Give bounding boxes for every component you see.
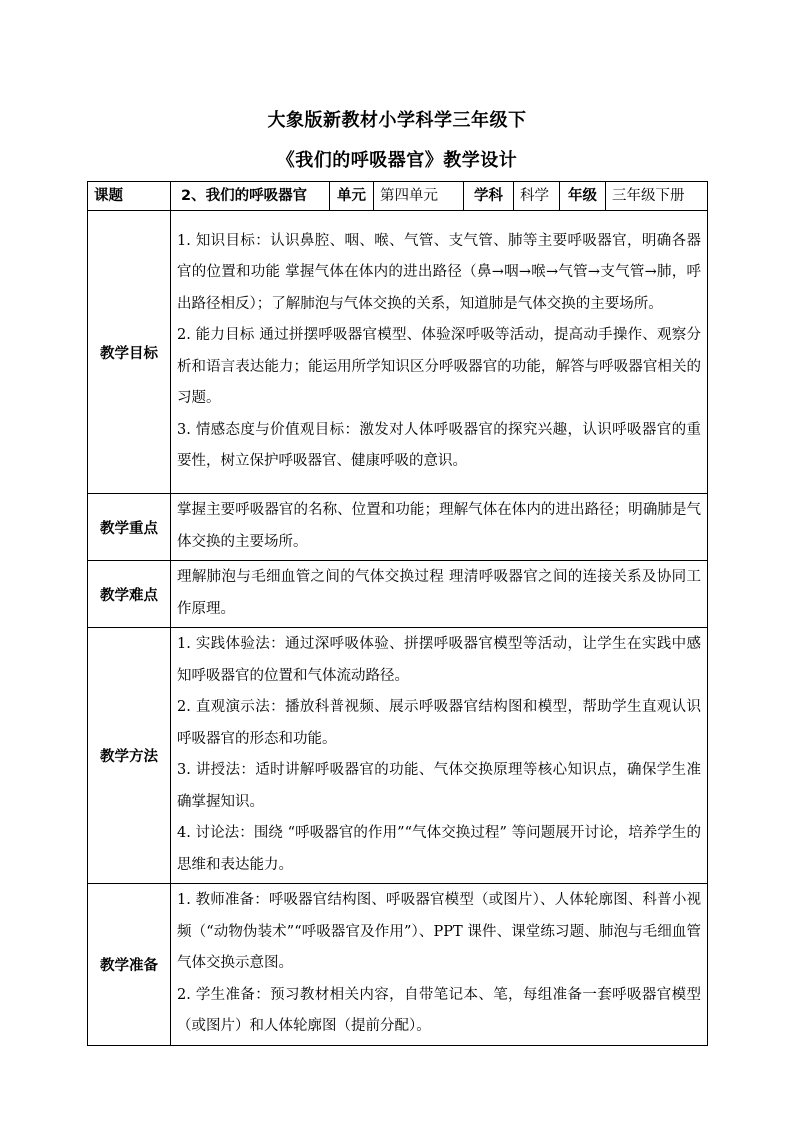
preparation-item: 1. 教师准备：呼吸器官结构图、呼吸器官模型（或图片）、人体轮廓图、科普小视频（“动物伪装术”“呼吸器官及作用”）、PPT 课件、课堂练习题、肺泡与毛细血管气体交换示意图。 (177, 892, 701, 971)
difficulties-row (88, 561, 708, 628)
key-points-text: 掌握主要呼吸器官的名称、位置和功能；理解气体在体内的进出路径；明确肺是气体交换的主要场所。 (177, 502, 701, 550)
topic-label: 课题 (88, 182, 171, 211)
lesson-plan-table (87, 181, 708, 1046)
goals-content (171, 211, 708, 494)
preparation-label: 教学准备 (88, 884, 171, 1046)
grade-value: 三年级下册 (606, 182, 708, 211)
difficulties-content (171, 561, 708, 628)
key-points-content (171, 494, 708, 561)
subject-value: 科学 (514, 182, 560, 211)
methods-label: 教学方法 (88, 628, 171, 884)
topic-value: 2、我们的呼吸器官 (171, 182, 330, 211)
info-row (88, 182, 708, 211)
goal-item: 3. 情感态度与价值观目标：激发对人体呼吸器官的探究兴趣，认识呼吸器官的重要性，树立保护呼吸器官、健康呼吸的意识。 (177, 421, 701, 469)
grade-label: 年级 (560, 182, 606, 211)
unit-label: 单元 (330, 182, 374, 211)
preparation-content (171, 884, 708, 1046)
goals-label: 教学目标 (88, 211, 171, 494)
method-item: 1. 实践体验法：通过深呼吸体验、拼摆呼吸器官模型等活动，让学生在实践中感知呼吸器官的位置和气体流动路径。 (177, 636, 701, 684)
unit-value: 第四单元 (374, 182, 464, 211)
difficulties-label: 教学难点 (88, 561, 171, 628)
goal-item: 2. 能力目标 通过拼摆呼吸器官模型、体验深呼吸等活动，提高动手操作、观察分析和语言表达能力；能运用所学知识区分呼吸器官的功能，解答与呼吸器官相关的习题。 (177, 327, 701, 406)
preparation-row (88, 884, 708, 1046)
goals-row (88, 211, 708, 494)
method-item: 4. 讨论法：围绕 “呼吸器官的作用”“气体交换过程” 等问题展开讨论，培养学生的思维和表达能力。 (177, 825, 701, 873)
preparation-item: 2. 学生准备：预习教材相关内容，自带笔记本、笔，每组准备一套呼吸器官模型（或图片）和人体轮廓图（提前分配）。 (177, 986, 701, 1034)
key-points-label: 教学重点 (88, 494, 171, 561)
document-subtitle: 《我们的呼吸器官》教学设计 (276, 150, 518, 171)
method-item: 3. 讲授法：适时讲解呼吸器官的功能、气体交换原理等核心知识点，确保学生准确掌握知识。 (177, 762, 701, 810)
document-title: 大象版新教材小学科学三年级下 (267, 110, 527, 131)
subject-label: 学科 (464, 182, 514, 211)
difficulties-text: 理解肺泡与毛细血管之间的气体交换过程 理清呼吸器官之间的连接关系及协同工作原理。 (177, 569, 701, 617)
method-item: 2. 直观演示法：播放科普视频、展示呼吸器官结构图和模型，帮助学生直观认识呼吸器官的形态和功能。 (177, 699, 701, 747)
methods-row (88, 628, 708, 884)
key-points-row (88, 494, 708, 561)
goal-item: 1. 知识目标：认识鼻腔、咽、喉、气管、支气管、肺等主要呼吸器官，明确各器官的位置和功能 掌握气体在体内的进出路径（鼻→咽→喉→气管→支气管→肺，呼出路径相反）；了解肺泡与气体交换的关系，知道肺是气体交换的主要场所。 (177, 232, 701, 312)
methods-content (171, 628, 708, 884)
